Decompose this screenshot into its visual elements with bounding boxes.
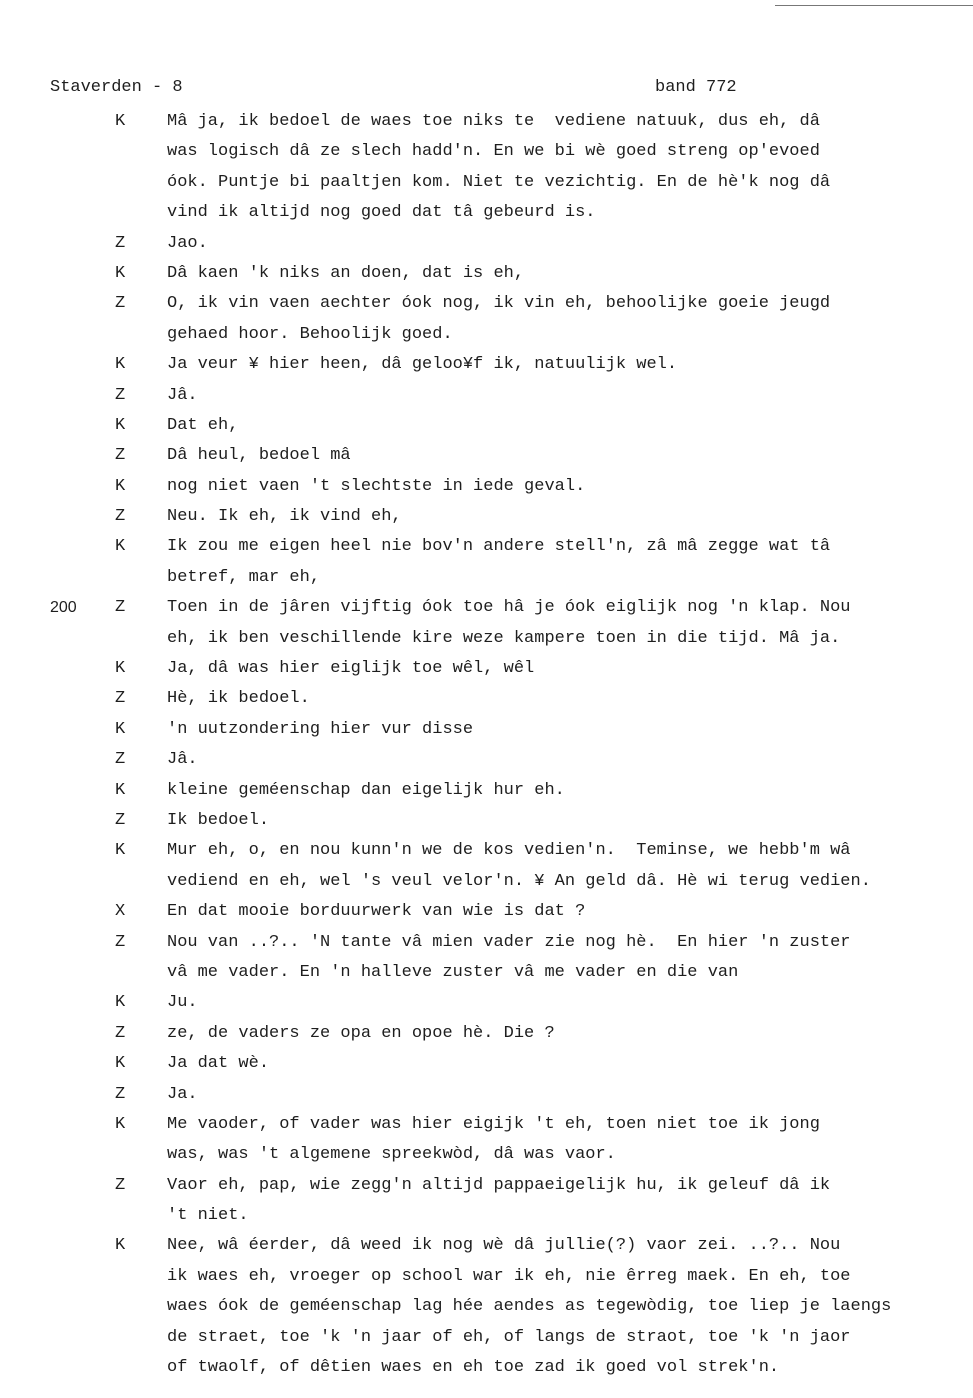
utterance-line: waes óok de geméenschap lag hée aendes as tegewòdig, toe liep je laengs — [167, 1297, 892, 1317]
transcript-turn — [0, 229, 973, 259]
utterance-line: Ja. — [167, 1084, 198, 1104]
transcript-turn — [0, 836, 973, 897]
speaker-label: K — [115, 659, 126, 679]
utterance — [167, 776, 973, 806]
utterance — [167, 928, 973, 989]
page-header-band: band 772 — [655, 78, 737, 97]
speaker-label: K — [115, 537, 126, 557]
speaker-label: K — [115, 1114, 126, 1134]
utterance — [167, 806, 973, 836]
transcript-turn — [0, 441, 973, 471]
utterance-line: óok. Puntje bi paaltjen kom. Niet te vezichtig. En de hè'k nog dâ — [167, 172, 831, 192]
utterance-line: Nou van ..?.. 'N tante vâ mien vader zie nog hè. En hier 'n zuster — [167, 932, 851, 952]
transcript-turn — [0, 350, 973, 380]
utterance — [167, 289, 973, 350]
utterance-line: O, ik vin vaen aechter óok nog, ik vin eh, behoolijke goeie jeugd — [167, 294, 831, 314]
transcript-turn — [0, 745, 973, 775]
utterance-line: Toen in de jâren vijftig óok toe hâ je óok eiglijk nog 'n klap. Nou — [167, 598, 851, 618]
utterance — [167, 897, 973, 927]
utterance — [167, 1171, 973, 1232]
utterance-line: Ja veur ¥ hier heen, dâ geloo¥f ik, natuulijk wel. — [167, 355, 678, 375]
transcript-turn — [0, 1049, 973, 1079]
speaker-label: Z — [115, 932, 126, 952]
utterance-line: vind ik altijd nog goed dat tâ gebeurd is. — [167, 203, 596, 223]
utterance — [167, 654, 973, 684]
utterance-line: Ja, dâ was hier eiglijk toe wêl, wêl — [167, 659, 535, 679]
utterance-line: Ik zou me eigen heel nie bov'n andere stell'n, zâ mâ zegge wat tâ — [167, 537, 831, 557]
utterance — [167, 259, 973, 289]
transcript-turn — [0, 472, 973, 502]
utterance-line: betref, mar eh, — [167, 567, 321, 587]
utterance — [167, 1049, 973, 1079]
utterance-line: En dat mooie borduurwerk van wie is dat ? — [167, 902, 586, 922]
utterance-line: Jao. — [167, 233, 208, 253]
speaker-label: Z — [115, 750, 126, 770]
utterance — [167, 107, 973, 229]
speaker-label: Z — [115, 507, 126, 527]
speaker-label: K — [115, 415, 126, 435]
utterance-line: 'n uutzondering hier vur disse — [167, 719, 474, 739]
utterance-line: ik waes eh, vroeger op school war ik eh, nie êrreg maek. En eh, toe — [167, 1266, 851, 1286]
utterance-line: Mâ ja, ik bedoel de waes toe niks te vediene natuuk, dus eh, dâ — [167, 112, 820, 131]
top-rule — [775, 5, 973, 6]
speaker-label: Z — [115, 1023, 126, 1043]
utterance — [167, 229, 973, 259]
transcript-turn — [0, 1110, 973, 1171]
utterance — [167, 745, 973, 775]
transcript-turn — [0, 806, 973, 836]
utterance — [167, 684, 973, 714]
utterance — [167, 411, 973, 441]
speaker-label: K — [115, 263, 126, 283]
speaker-label: K — [115, 993, 126, 1013]
utterance — [167, 1110, 973, 1171]
speaker-label: K — [115, 719, 126, 739]
transcript-turn — [0, 776, 973, 806]
utterance-line: Dat eh, — [167, 415, 239, 435]
utterance — [167, 532, 973, 593]
utterance-line: ze, de vaders ze opa en opoe hè. Die ? — [167, 1023, 555, 1043]
utterance-line: was, was 't algemene spreekwòd, dâ was vaor. — [167, 1145, 616, 1165]
utterance-line: Ja dat wè. — [167, 1054, 270, 1074]
utterance — [167, 350, 973, 380]
transcript-turn — [0, 1019, 973, 1049]
speaker-label: Z — [115, 810, 126, 830]
speaker-label: K — [115, 476, 126, 496]
utterance-line: Dâ heul, bedoel mâ — [167, 446, 351, 466]
utterance-line: Jâ. — [167, 385, 198, 405]
speaker-label: X — [115, 902, 126, 922]
utterance-line: gehaed hoor. Behoolijk goed. — [167, 324, 453, 344]
speaker-label: Z — [115, 233, 126, 253]
transcript-turn — [0, 1171, 973, 1232]
transcript-body — [0, 107, 973, 1383]
utterance-line: Vaor eh, pap, wie zegg'n altijd pappaeigelijk hu, ik geleuf dâ ik — [167, 1175, 831, 1195]
utterance-line: was logisch dâ ze slech hadd'n. En we bi wè goed streng op'evoed — [167, 142, 820, 162]
utterance-line: Neu. Ik eh, ik vind eh, — [167, 507, 402, 527]
transcript-turn — [0, 897, 973, 927]
utterance-line: Mur eh, o, en nou kunn'n we de kos vedien'n. Teminse, we hebb'm wâ — [167, 841, 851, 861]
line-number: 200 — [50, 599, 77, 617]
speaker-label: Z — [115, 598, 126, 618]
utterance — [167, 441, 973, 471]
utterance — [167, 502, 973, 532]
utterance-line: of twaolf, of dêtien waes en eh toe zad ik goed vol strek'n. — [167, 1358, 780, 1378]
utterance — [167, 988, 973, 1018]
transcript-turn — [0, 928, 973, 989]
utterance-line: de straet, toe 'k 'n jaar of eh, of langs de straot, toe 'k 'n jaor — [167, 1327, 851, 1347]
transcript-turn — [0, 532, 973, 593]
speaker-label: K — [115, 355, 126, 375]
transcript-turn — [0, 1080, 973, 1110]
utterance — [167, 715, 973, 745]
transcript-turn — [0, 654, 973, 684]
utterance — [167, 593, 973, 654]
speaker-label: Z — [115, 446, 126, 466]
transcript-turn — [0, 988, 973, 1018]
utterance — [167, 472, 973, 502]
speaker-label: Z — [115, 1084, 126, 1104]
transcript-turn — [0, 593, 973, 654]
transcript-turn — [0, 381, 973, 411]
utterance — [167, 1231, 973, 1383]
speaker-label: K — [115, 1236, 126, 1256]
transcript-turn — [0, 684, 973, 714]
page-header-title: Staverden - 8 — [50, 78, 183, 97]
utterance-line: vediend en eh, wel 's veul velor'n. ¥ An geld dâ. Hè wi terug vedien. — [167, 871, 871, 891]
speaker-label: K — [115, 112, 126, 131]
utterance-line: Ik bedoel. — [167, 810, 270, 830]
utterance — [167, 836, 973, 897]
transcript-turn — [0, 715, 973, 745]
utterance-line: kleine geméenschap dan eigelijk hur eh. — [167, 780, 565, 800]
transcript-turn — [0, 411, 973, 441]
transcript-turn — [0, 107, 973, 229]
utterance — [167, 381, 973, 411]
speaker-label: K — [115, 1054, 126, 1074]
speaker-label: Z — [115, 385, 126, 405]
transcript-turn — [0, 289, 973, 350]
transcript-turn — [0, 259, 973, 289]
transcript-turn — [0, 1231, 973, 1383]
utterance-line: nog niet vaen 't slechtste in iede geval. — [167, 476, 586, 496]
utterance-line: Me vaoder, of vader was hier eigijk 't eh, toen niet toe ik jong — [167, 1114, 820, 1134]
utterance-line: Nee, wâ éerder, dâ weed ik nog wè dâ jullie(?) vaor zei. ..?.. Nou — [167, 1236, 841, 1256]
utterance-line: eh, ik ben veschillende kire weze kampere toen in die tijd. Mâ ja. — [167, 628, 841, 648]
transcript-turn — [0, 502, 973, 532]
speaker-label: K — [115, 780, 126, 800]
utterance-line: 't niet. — [167, 1206, 249, 1226]
speaker-label: K — [115, 841, 126, 861]
utterance-line: Dâ kaen 'k niks an doen, dat is eh, — [167, 263, 525, 283]
utterance-line: vâ me vader. En 'n halleve zuster vâ me vader en die van — [167, 962, 739, 982]
utterance — [167, 1019, 973, 1049]
utterance-line: Hè, ik bedoel. — [167, 689, 310, 709]
utterance-line: Jâ. — [167, 750, 198, 770]
utterance-line: Ju. — [167, 993, 198, 1013]
speaker-label: Z — [115, 294, 126, 314]
speaker-label: Z — [115, 689, 126, 709]
utterance — [167, 1080, 973, 1110]
speaker-label: Z — [115, 1175, 126, 1195]
